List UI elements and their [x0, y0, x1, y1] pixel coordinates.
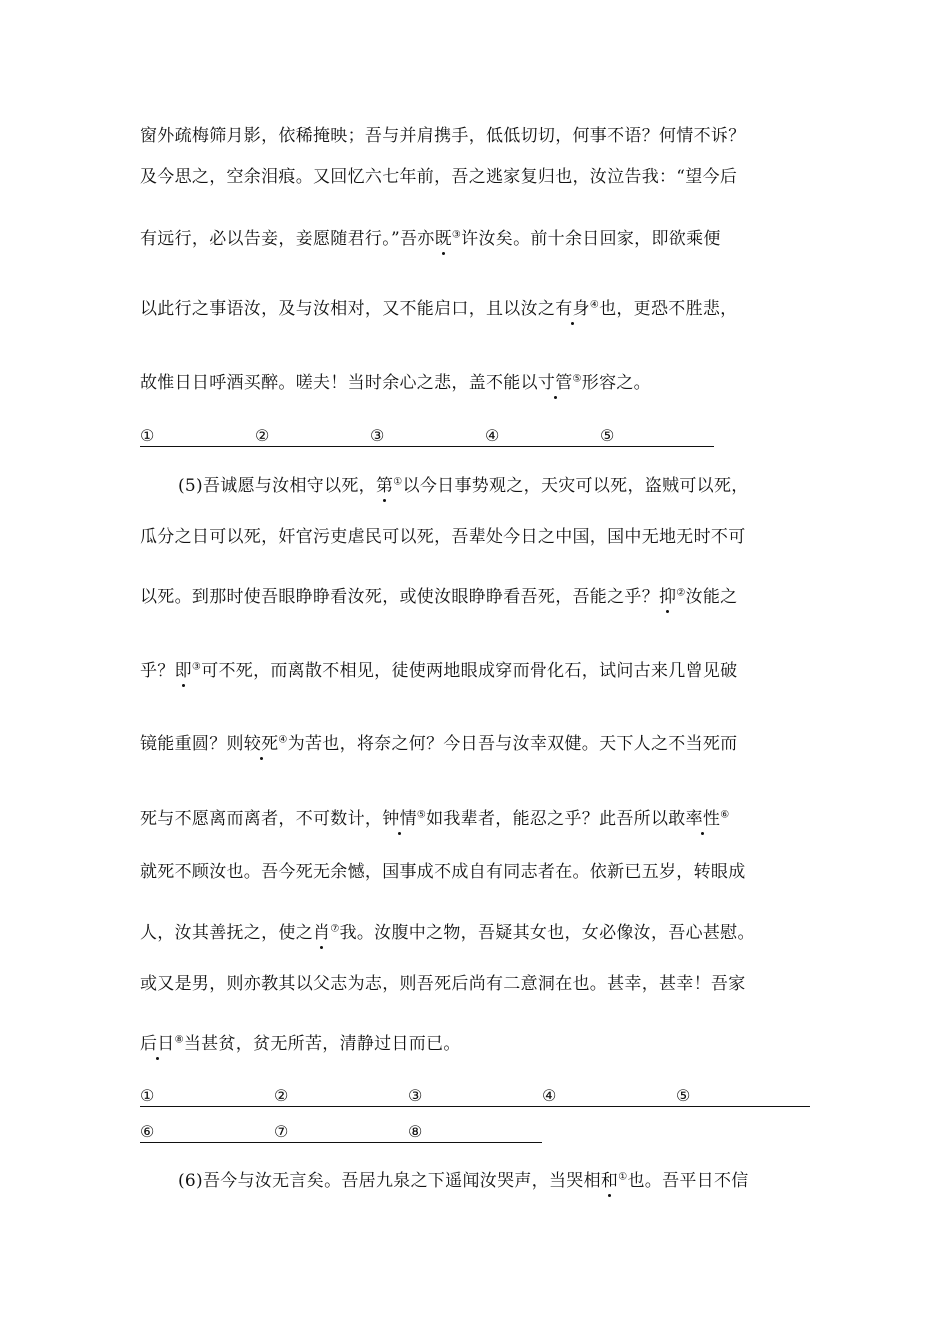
- note-marker: ⑤: [572, 373, 582, 385]
- p5-line-3: 以死。到那时使吾眼睁睁看汝死，或使汝眼睁睁看吾死，吾能之乎？抑②汝能之: [140, 587, 738, 607]
- note-marker: ②: [676, 587, 686, 599]
- p5-line-6: 死与不愿离而离者，不可数计，钟情⑤如我辈者，能忍之乎？此吾所以敢率性⑥: [140, 809, 730, 829]
- blank-label: ⑤: [600, 426, 615, 445]
- emphasized-word: 钟情: [382, 809, 417, 829]
- emphasized-word: 有身: [555, 299, 590, 319]
- note-marker: ①: [393, 476, 403, 488]
- note-marker: ③: [191, 661, 202, 673]
- p5-line-10: 后日⑧当甚贫，贫无所苦，清静过日而已。: [140, 1034, 461, 1054]
- blank-label: ①: [140, 426, 155, 445]
- blank-label: ③: [370, 426, 385, 445]
- blank-label: ⑧: [408, 1122, 423, 1141]
- emphasized-word: 和: [600, 1171, 619, 1191]
- p5-line-1: (5)吾诚愿与汝相守以死，第①以今日事势观之，天灾可以死，盗贼可以死，: [178, 476, 749, 496]
- blank-label: ⑤: [676, 1086, 691, 1105]
- p5-line-9: 或又是男，则亦教其以父志为志，则吾死后尚有二意洞在也。甚幸，甚幸！吾家: [140, 974, 746, 994]
- blank-label: ②: [274, 1086, 289, 1105]
- p5-line-2: 瓜分之日可以死，奸官污吏虐民可以死，吾辈处今日之中国，国中无地无时不可: [140, 527, 746, 547]
- emphasized-word: 即: [174, 661, 192, 681]
- note-marker: ⑦: [330, 923, 340, 935]
- emphasized-word: 后日: [140, 1034, 175, 1054]
- answer-blanks-3[interactable]: [140, 1122, 542, 1143]
- note-marker: ⑤: [416, 809, 427, 821]
- p5-line-4: 乎？即③可不死，而离散不相见，徒使两地眼成穿而骨化石，试问古来几曾见破: [140, 661, 738, 681]
- p4-line-5: 故惟日日呼酒买醉。嗟夫！当时余心之悲，盖不能以寸管⑤形容之。: [140, 373, 651, 393]
- blank-label: ①: [140, 1086, 155, 1105]
- emphasized-word: 既: [434, 229, 452, 249]
- note-marker: ③: [451, 229, 462, 241]
- emphasized-word: 肖: [313, 923, 331, 943]
- emphasized-word: 第: [375, 476, 394, 496]
- note-marker: ④: [589, 299, 600, 311]
- p4-line-1: 窗外疏梅筛月影，依稀掩映；吾与并肩携手，低低切切，何事不语？何情不诉？: [140, 126, 746, 146]
- emphasized-word: 率性: [685, 809, 721, 829]
- blank-label: ②: [255, 426, 270, 445]
- answer-blanks-2[interactable]: [140, 1086, 810, 1107]
- emphasized-word: 较死: [243, 734, 279, 754]
- emphasized-word: 寸管: [537, 373, 573, 393]
- p4-line-4: 以此行之事语汝，及与汝相对，又不能启口，且以汝之有身④也，更恐不胜悲，: [140, 299, 738, 319]
- note-marker: ⑧: [174, 1034, 184, 1046]
- note-marker: ①: [618, 1171, 628, 1183]
- note-marker: ④: [278, 734, 288, 746]
- p6-line-1: (6)吾今与汝无言矣。吾居九泉之下遥闻汝哭声，当哭相和①也。吾平日不信: [178, 1171, 749, 1191]
- p5-line-8: 人，汝其善抚之，使之肖⑦我。汝腹中之物，吾疑其女也，女必像汝，吾心甚慰。: [140, 923, 755, 943]
- blank-label: ④: [485, 426, 500, 445]
- p4-line-3: 有远行，必以告妾，妾愿随君行。”吾亦既③许汝矣。前十余日回家，即欲乘便: [140, 229, 721, 249]
- emphasized-word: 抑: [659, 587, 677, 607]
- p5-line-7: 就死不顾汝也。吾今死无余憾，国事成不成自有同志者在。依新已五岁，转眼成: [140, 862, 746, 882]
- answer-blanks-1[interactable]: [140, 426, 714, 447]
- p5-line-5: 镜能重圆？则较死④为苦也，将奈之何？今日吾与汝幸双健。天下人之不当死而: [140, 734, 738, 754]
- blank-label: ⑥: [140, 1122, 155, 1141]
- blank-label: ④: [542, 1086, 557, 1105]
- blank-label: ③: [408, 1086, 423, 1105]
- p4-line-2: 及今思之，空余泪痕。又回忆六七年前，吾之逃家复归也，汝泣告我：“望今后: [140, 167, 738, 187]
- blank-label: ⑦: [274, 1122, 289, 1141]
- note-marker: ⑥: [720, 809, 730, 821]
